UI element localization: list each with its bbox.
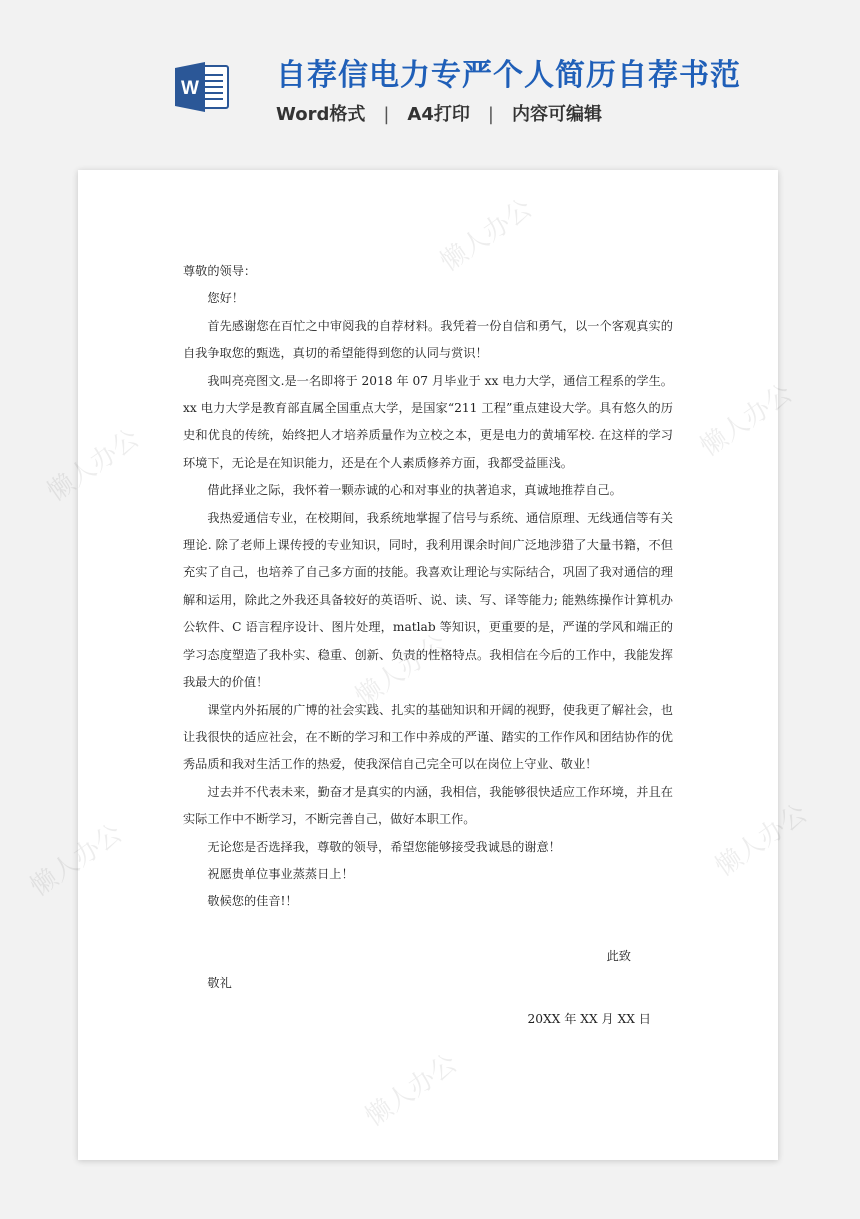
letter-paragraph: 祝愿贵单位事业蒸蒸日上！: [207, 866, 354, 881]
feature-separator: |: [487, 104, 494, 125]
letter-paragraph: 我叫亮亮图文.是一名即将于 2018 年 07 月毕业于 xx 电力大学，通信工程系的学生。xx 电力大学是教育部直属全国重点大学，是国家“211 工程”重点建设大学。具有悠久的历史和优良的传统，始终把人才培养质量作为立校之本，更是电力的黄埔军校. 在这样的学习环境下，无论是在知识能力，还是在个人素质修养方面，我都受益匪浅。: [183, 373, 673, 470]
letter-salutation: 尊敬的领导：: [183, 264, 257, 278]
letter-closing-jingli: 敬礼: [207, 976, 232, 991]
word-document-icon: [173, 60, 231, 114]
cover-letter: [183, 258, 673, 1033]
letter-paragraph: 借此择业之际，我怀着一颗赤诚的心和对事业的执著追求，真诚地推荐自己。: [207, 483, 622, 498]
watermark: 懒人办公: [25, 818, 128, 903]
document-title: 自荐信电力专严个人简历自荐书范: [276, 58, 741, 93]
feature-separator: |: [383, 104, 390, 125]
feature-editable: 内容可编辑: [511, 104, 602, 125]
watermark: 懒人办公: [435, 193, 538, 278]
letter-paragraph: 无论您是否选择我，尊敬的领导，希望您能够接受我诚恳的谢意！: [207, 839, 561, 854]
svg-text:W: W: [181, 78, 199, 99]
document-features: [276, 100, 602, 126]
letter-paragraph: 首先感谢您在百忙之中审阅我的自荐材料。我凭着一份自信和勇气，以一个客观真实的自我争取您的甄选，真切的希望能得到您的认同与赏识！: [183, 318, 673, 361]
watermark: 懒人办公: [710, 798, 813, 883]
letter-paragraph: 我热爱通信专业，在校期间，我系统地掌握了信号与系统、通信原理、无线通信等有关理论. 除了老师上课传授的专业知识，同时，我利用课余时间广泛地涉猎了大量书籍，不但充实了自己，也培养了自己多方面的技能。我喜欢让理论与实际结合，巩固了我对通信的理解和运用，除此之外我还具备较好的英语听、说、读、写、译等能力; 能熟练操作计算机办公软件、C 语言程序设计、图片处理，matlab 等知识，更重要的是，严谨的学风和端正的学习态度塑造了我朴实、稳重、创新、负责的性格特点。我相信在今后的工作中，我能发挥我最大的价值！: [183, 510, 673, 690]
letter-closing-cizhi: 此致: [606, 948, 631, 963]
document-header: [0, 0, 860, 150]
letter-paragraph: 敬候您的佳音!！: [207, 894, 298, 909]
letter-paragraph: 过去并不代表未来，勤奋才是真实的内涵，我相信，我能够很快适应工作环境，并且在实际工作中不断学习，不断完善自己，做好本职工作。: [183, 784, 673, 827]
letter-greeting: 您好！: [207, 291, 244, 306]
document-page: [25, 170, 813, 1160]
watermark: 懒人办公: [350, 628, 453, 713]
letter-date: 20XX 年 XX 月 XX 日: [527, 1011, 651, 1026]
feature-a4-print: A4打印: [407, 104, 470, 125]
watermark: 懒人办公: [42, 423, 145, 508]
watermark: 懒人办公: [360, 1048, 463, 1133]
watermark: 懒人办公: [695, 378, 798, 463]
feature-word-format: Word格式: [276, 104, 366, 125]
letter-paragraph: 课堂内外拓展的广博的社会实践、扎实的基础知识和开阔的视野，使我更了解社会，也让我很快的适应社会，在不断的学习和工作中养成的严谨、踏实的工作作风和团结协作的优秀品质和我对生活工作的热爱，使我深信自己完全可以在岗位上守业、敬业！: [183, 702, 673, 772]
